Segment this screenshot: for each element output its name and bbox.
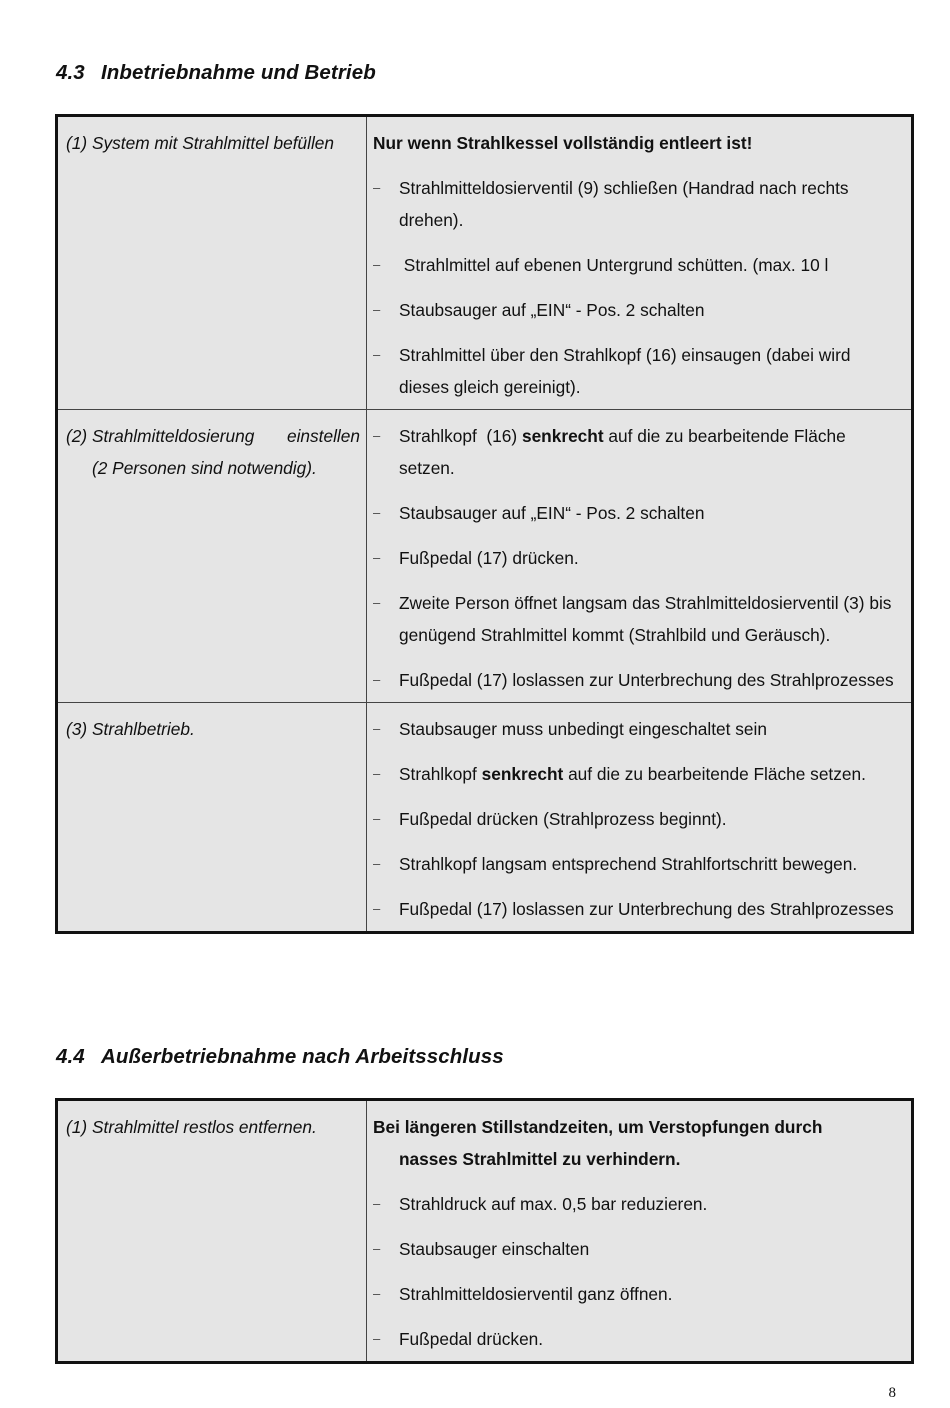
step-label: System mit Strahlmittel befüllen — [92, 133, 335, 153]
section-number: 4.3 — [56, 61, 85, 84]
dash-bullet-icon: – — [373, 1241, 381, 1256]
list-item: – Fußpedal (17) loslassen zur Unterbrechung des Strahlprozesses — [373, 893, 901, 925]
step-cell — [57, 410, 367, 703]
instruction-cell — [367, 116, 913, 410]
dash-bullet-icon: – — [373, 595, 381, 610]
list-item: – Staubsauger auf „EIN“ - Pos. 2 schalten — [373, 497, 901, 529]
section-title: Außerbetriebnahme nach Arbeitsschluss — [101, 1045, 504, 1068]
step-label: Strahlbetrieb. — [92, 719, 195, 739]
list-item: – Staubsauger muss unbedingt eingeschaltet sein — [373, 713, 901, 745]
instruction-cell — [367, 1100, 913, 1363]
dash-bullet-icon: – — [373, 550, 381, 565]
step-label-continued: (2 Personen sind notwendig). — [92, 458, 317, 478]
step-number: (2) — [66, 426, 88, 446]
dash-bullet-icon: – — [373, 257, 381, 272]
list-item: – Strahlmitteldosierventil ganz öffnen. — [373, 1278, 901, 1310]
dash-bullet-icon: – — [373, 721, 381, 736]
table-row — [57, 703, 913, 933]
procedure-table-ausserbetriebnahme — [55, 1098, 914, 1364]
dash-bullet-icon: – — [373, 811, 381, 826]
list-item: – Zweite Person öffnet langsam das Strahlmitteldosierventil (3) bis genügend Strahlmittel kommt (Strahlbild und Geräusch). — [373, 587, 901, 651]
step-number: (1) — [66, 1117, 88, 1137]
table-row — [57, 410, 913, 703]
table-row — [57, 116, 913, 410]
list-item: – Staubsauger auf „EIN“ - Pos. 2 schalten — [373, 294, 901, 326]
step-cell — [57, 703, 367, 933]
list-item: – Strahldruck auf max. 0,5 bar reduzieren. — [373, 1188, 901, 1220]
dash-bullet-icon: – — [373, 347, 381, 362]
lead-note: Nur wenn Strahlkessel vollständig entleert ist! — [373, 133, 753, 153]
list-item: – Strahlkopf (16) senkrecht auf die zu bearbeitende Fläche setzen. — [373, 420, 901, 484]
list-item: – Staubsauger einschalten — [373, 1233, 901, 1265]
dash-bullet-icon: – — [373, 766, 381, 781]
page-number: 8 — [888, 1385, 896, 1401]
section-title: Inbetriebnahme und Betrieb — [101, 61, 376, 84]
dash-bullet-icon: – — [373, 302, 381, 317]
step-label: Strahlmittel restlos entfernen. — [92, 1117, 317, 1137]
dash-bullet-icon: – — [373, 505, 381, 520]
step-label: Strahlmitteldosierung einstellen — [92, 426, 360, 446]
dash-bullet-icon: – — [373, 1196, 381, 1211]
table-row — [57, 1100, 913, 1363]
list-item: – Fußpedal drücken. — [373, 1323, 901, 1355]
dash-bullet-icon: – — [373, 901, 381, 916]
dash-bullet-icon: – — [373, 856, 381, 871]
dash-bullet-icon: – — [373, 428, 381, 443]
section-number: 4.4 — [56, 1045, 85, 1068]
dash-bullet-icon: – — [373, 1286, 381, 1301]
lead-note: Bei längeren Stillstandzeiten, um Verstopfungen durch nasses Strahlmittel zu verhindern. — [373, 1117, 823, 1169]
list-item: – Fußpedal (17) drücken. — [373, 542, 901, 574]
list-item: – Strahlkopf langsam entsprechend Strahlfortschritt bewegen. — [373, 848, 901, 880]
list-item: – Strahlkopf senkrecht auf die zu bearbeitende Fläche setzen. — [373, 758, 901, 790]
list-item: – Strahlmitteldosierventil (9) schließen (Handrad nach rechts drehen). — [373, 172, 901, 236]
dash-bullet-icon: – — [373, 672, 381, 687]
step-cell — [57, 116, 367, 410]
list-item: – Strahlmittel über den Strahlkopf (16) einsaugen (dabei wird dieses gleich gereinigt). — [373, 339, 901, 403]
procedure-table-inbetriebnahme — [55, 114, 914, 934]
step-cell — [57, 1100, 367, 1363]
step-number: (1) — [66, 133, 88, 153]
dash-bullet-icon: – — [373, 180, 381, 195]
section-heading-4-4 — [56, 1045, 504, 1069]
list-item: – Fußpedal (17) loslassen zur Unterbrechung des Strahlprozesses — [373, 664, 901, 696]
list-item: – Fußpedal drücken (Strahlprozess beginnt). — [373, 803, 901, 835]
step-number: (3) — [66, 719, 88, 739]
dash-bullet-icon: – — [373, 1331, 381, 1346]
section-heading-4-3 — [56, 61, 376, 85]
instruction-cell — [367, 410, 913, 703]
instruction-cell — [367, 703, 913, 933]
list-item: – Strahlmittel auf ebenen Untergrund schütten. (max. 10 l — [373, 249, 901, 281]
